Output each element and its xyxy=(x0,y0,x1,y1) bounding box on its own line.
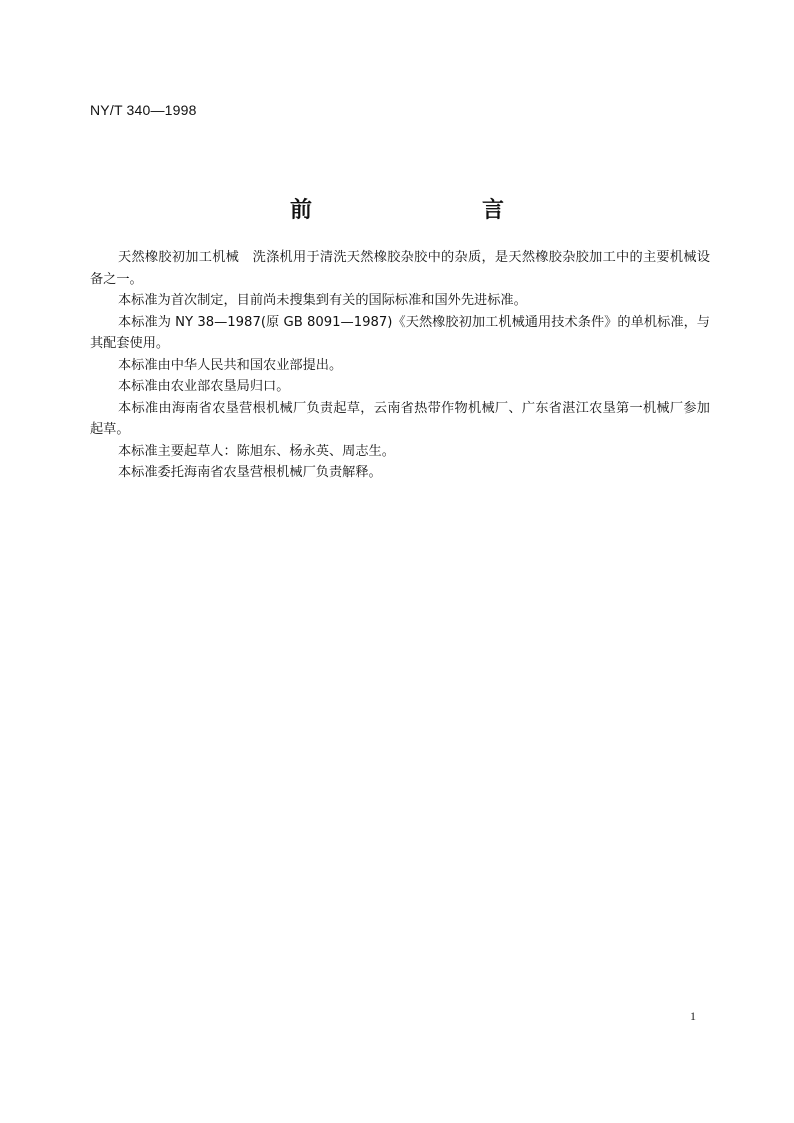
paragraph-interpretation: 本标准委托海南省农垦营根机械厂负责解释。 xyxy=(118,465,382,480)
page-number: 1 xyxy=(690,1009,696,1023)
paragraph-drafted-by: 本标准由海南省农垦营根机械厂负责起草，云南省热带作物机械厂、广东省湛江农垦第一机械厂参加起草。 xyxy=(90,400,710,437)
paragraph-related-standard: 本标准为 NY 38—1987(原 GB 8091—1987)《天然橡胶初加工机械通用技术条件》的单机标准，与其配套使用。 xyxy=(90,314,710,351)
paragraph-drafters: 本标准主要起草人：陈旭东、杨永英、周志生。 xyxy=(118,443,395,459)
foreword-body xyxy=(90,247,710,484)
paragraph-purpose: 天然橡胶初加工机械 洗涤机用于清洗天然橡胶杂胶中的杂质，是天然橡胶杂胶加工中的主要机械设备之一。 xyxy=(90,250,710,287)
paragraph-centralized-by: 本标准由农业部农垦局归口。 xyxy=(118,379,290,394)
page-title: 前 言 xyxy=(289,198,546,223)
paragraph-first-edition: 本标准为首次制定，目前尚未搜集到有关的国际标准和国外先进标准。 xyxy=(118,293,527,308)
paragraph-proposed-by: 本标准由中华人民共和国农业部提出。 xyxy=(118,357,343,373)
standard-code: NY/T 340—1998 xyxy=(90,102,197,118)
